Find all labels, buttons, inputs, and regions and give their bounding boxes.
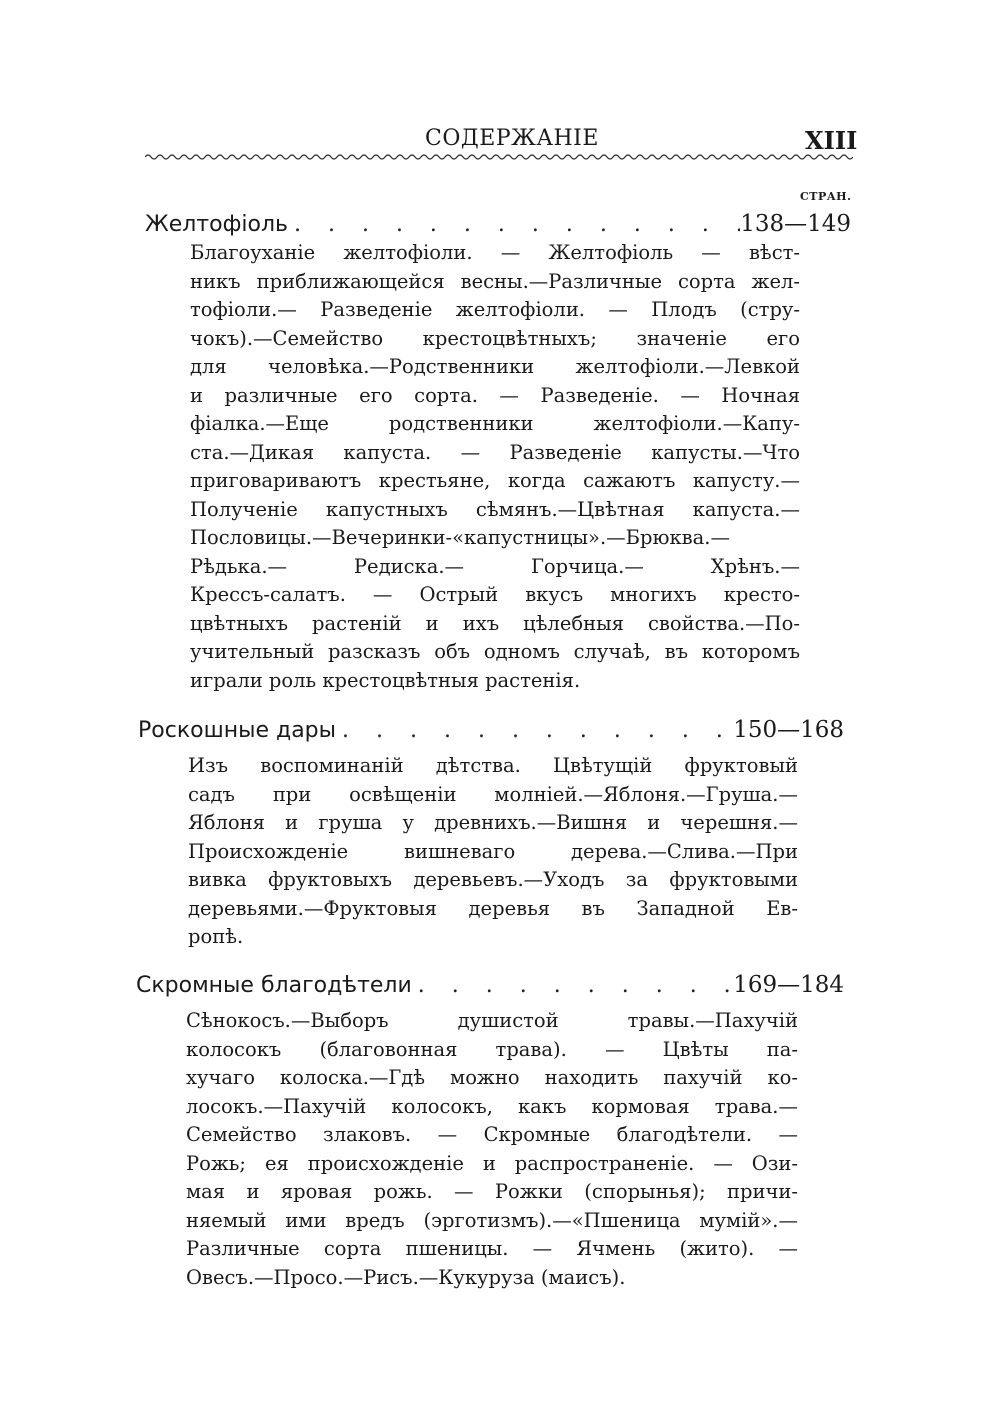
description-line: мая и яровая рожь. — Рожки (спорынья); причи- — [186, 1180, 798, 1203]
toc-entry-pages: 138—149 — [740, 211, 851, 237]
description-line: Происхожденіе вишневаго дерева.—Слива.—При — [188, 839, 798, 863]
description-line: никъ приближающейся весны.—Различные сорта жел- — [190, 269, 800, 293]
toc-entry-title-row[interactable] — [138, 717, 844, 743]
description-line: Изъ воспоминаній дѣтства. Цвѣтущій фруктовый — [188, 754, 798, 777]
toc-entry-title: Скромные благодѣтели — [136, 973, 412, 998]
description-line: тофіоли.— Разведеніе желтофіоли. — Плодъ (стру- — [190, 298, 800, 321]
description-line: няемый ими вредъ (эрготизмъ).—«Пшеница мумій».— — [186, 1208, 798, 1232]
description-line: и различные его сорта. — Разведеніе. — Ночная — [190, 383, 800, 407]
description-line: деревьями.—Фруктовыя деревья въ Западной Ев- — [188, 896, 798, 920]
description-line: учительный разсказъ объ одномъ случаѣ, въ которомъ — [190, 640, 800, 663]
description-line: для человѣка.—Родственники желтофіоли.—Левкой — [190, 355, 800, 378]
description-line: Рѣдька.— Редиска.— Горчица.— Хрѣнъ.— — [190, 554, 800, 578]
leader-dots — [288, 212, 740, 237]
description-line: ста.—Дикая капуста. — Разведеніе капусты.—Что — [190, 440, 800, 464]
description-line: колосокъ (благовонная трава). — Цвѣты па- — [186, 1037, 798, 1061]
description-line: садъ при освѣщеніи молніей.—Яблоня.—Груша.— — [188, 782, 798, 806]
description-line: хучаго колоска.—Гдѣ можно находить пахучій ко- — [186, 1066, 798, 1089]
header-wavy-rule — [145, 152, 853, 162]
description-line: Сѣнокосъ.—Выборъ душистой травы.—Пахучій — [186, 1009, 798, 1032]
description-line: вивка фруктовыхъ деревьевъ.—Уходъ за фруктовыми — [188, 868, 798, 891]
leader-dots — [336, 718, 733, 743]
page-number: XIII — [805, 126, 858, 155]
toc-entry-pages: 169—184 — [733, 972, 844, 998]
description-line: Семейство злаковъ. — Скромные благодѣтели. — — [186, 1123, 798, 1146]
description-line: Полученіе капустныхъ сѣмянъ.—Цвѣтная капуста.— — [190, 497, 800, 521]
description-line: лосокъ.—Пахучій колосокъ, какъ кормовая трава.— — [186, 1094, 798, 1118]
description-line: Пословицы.—Вечеринки-«капустницы».—Брюква.— — [190, 526, 730, 549]
description-line: цвѣтныхъ растеній и ихъ цѣлебныя свойства.—По- — [190, 611, 800, 635]
toc-entry-description — [188, 752, 798, 952]
running-header-title: СОДЕРЖАНІЕ — [425, 126, 599, 151]
description-line: чокъ).—Семейство крестоцвѣтныхъ; значеніе его — [190, 326, 800, 350]
toc-entry-title-row[interactable] — [145, 211, 851, 237]
toc-entry-title-row[interactable] — [136, 972, 844, 998]
description-line: Овесъ.—Просо.—Рисъ.—Кукуруза (маисъ). — [186, 1265, 626, 1289]
description-line: Различные сорта пшеницы. — Ячмень (жито). — — [186, 1237, 798, 1260]
description-line: приговариваютъ крестьяне, когда сажаютъ капусту.— — [190, 469, 800, 492]
description-line: Рожь; ея происхожденіе и распространеніе. — Ози- — [186, 1151, 798, 1175]
description-line: Крессъ-салатъ. — Острый вкусъ многихъ кресто- — [190, 583, 800, 606]
description-line: Яблоня и груша у древнихъ.—Вишня и черешня.— — [188, 811, 798, 834]
leader-dots — [412, 973, 733, 998]
description-line: играли роль крестоцвѣтныя растенія. — [190, 668, 581, 692]
pages-column-label: СТРАН. — [800, 190, 852, 203]
description-line: Благоуханіе желтофіоли. — Желтофіоль — вѣст- — [190, 241, 800, 264]
toc-entry-title: Желтофіоль — [145, 212, 288, 237]
description-line: ропѣ. — [188, 925, 244, 948]
toc-entry-pages: 150—168 — [733, 717, 844, 743]
toc-entry-title: Роскошные дары — [138, 718, 337, 743]
toc-entry-description — [190, 239, 800, 695]
toc-entry-description — [186, 1007, 798, 1292]
description-line: фіалка.—Еще родственники желтофіоли.—Капу- — [190, 412, 800, 435]
